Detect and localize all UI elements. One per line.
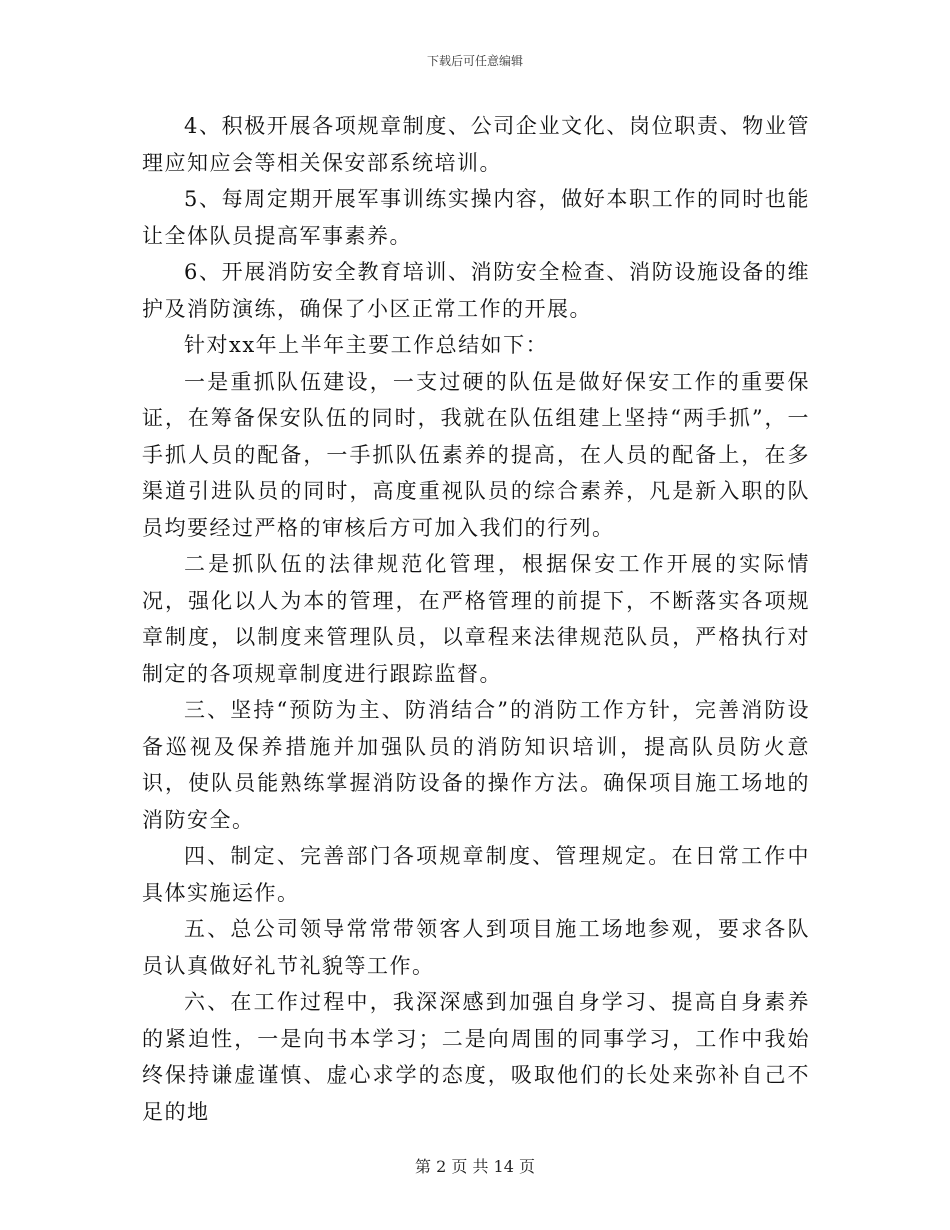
document-body	[142, 108, 810, 1130]
paragraph-self-study: 六、在工作过程中，我深深感到加强自身学习、提高自身素养的紧迫性，一是向书本学习；二是向周围的同事学习，工作中我始终保持谦虚谨慎、虚心求学的态度，吸取他们的长处来弥补自己不足的地	[142, 990, 810, 1124]
page-header: 下载后可任意编辑	[426, 54, 523, 68]
paragraph-item-4: 4、积极开展各项规章制度、公司企业文化、岗位职责、物业管理应知应会等相关保安部系统培训。	[142, 114, 810, 175]
paragraph-summary-intro: 针对xx年上半年主要工作总结如下：	[184, 333, 549, 357]
paragraph-item-5: 5、每周定期开展军事训练实操内容，做好本职工作的同时也能让全体队员提高军事素养。	[142, 187, 810, 248]
paragraph-rules: 四、制定、完善部门各项规章制度、管理规定。在日常工作中具体实施运作。	[142, 844, 810, 905]
page-number-footer: 第 2 页 共 14 页	[415, 1157, 535, 1176]
paragraph-etiquette: 五、总公司领导常常带领客人到项目施工场地参观，要求各队员认真做好礼节礼貌等工作。	[142, 917, 810, 978]
paragraph-item-6: 6、开展消防安全教育培训、消防安全检查、消防设施设备的维护及消防演练，确保了小区正常工作的开展。	[142, 260, 810, 321]
paragraph-fire-prevention: 三、坚持“预防为主、防消结合”的消防工作方针，完善消防设备巡视及保养措施并加强队员的消防知识培训，提高队员防火意识，使队员能熟练掌握消防设备的操作方法。确保项目施工场地的消防安全。	[142, 698, 810, 832]
paragraph-team-building: 一是重抓队伍建设，一支过硬的队伍是做好保安工作的重要保证，在筹备保安队伍的同时，我就在队伍组建上坚持“两手抓”，一手抓人员的配备，一手抓队伍素养的提高，在人员的配备上，在多渠道引进队员的同时，高度重视队员的综合素养，凡是新入职的队员均要经过严格的审核后方可加入我们的行列。	[142, 369, 810, 540]
paragraph-legal-management: 二是抓队伍的法律规范化管理，根据保安工作开展的实际情况，强化以人为本的管理，在严格管理的前提下，不断落实各项规章制度，以制度来管理队员，以章程来法律规范队员，严格执行对制定的各项规章制度进行跟踪监督。	[142, 552, 810, 686]
